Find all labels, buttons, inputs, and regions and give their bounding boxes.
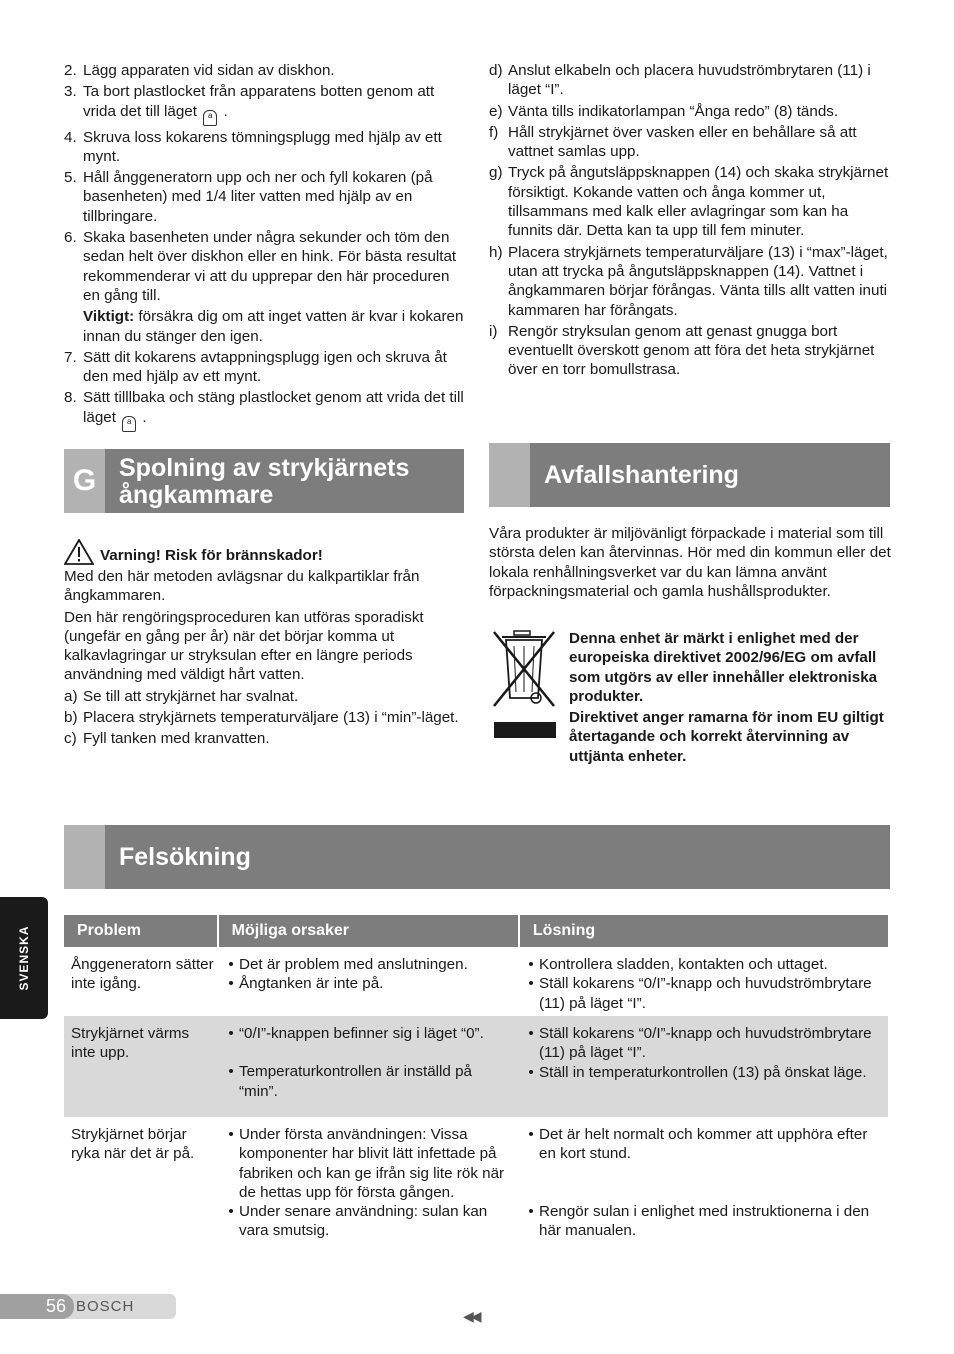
causes-cell: • Under första användningen: Vissa komponenter har blivit lätt infettade på fabriken och kan ge ifrån sig lite rök när de hettas upp för första gången. • Under senare användning: sulan kan vara smutsig. — [228, 1126, 505, 1240]
list-item: 8. Sätt tilllbaka och stäng plastlocket genom att vrida det till läget a . — [64, 388, 466, 431]
causes-cell: • “0/I”-knappen befinner sig i läget “0”. • Temperaturkontrollen är inställd på “min”. — [228, 1025, 484, 1100]
closed-lock-icon: a — [122, 416, 136, 432]
list-item: e) Vänta tills indikatorlampan “Ånga redo” (8) tänds. — [489, 102, 839, 120]
right-column — [489, 61, 891, 382]
section-letter: G — [64, 449, 105, 513]
important-note: Viktigt: försäkra dig om att inget vatten är kvar i kokaren innan du stänger den igen. — [83, 308, 464, 345]
table-row — [64, 1117, 888, 1249]
descaling-steps-2 — [64, 348, 466, 432]
solutions-cell: • Det är helt normalt och kommer att upphöra efter en kort stund. • Rengör sulan i enlighet med instruktionerna i den här manualen. — [528, 1126, 870, 1239]
g-steps-continued — [489, 61, 891, 380]
step-text: Sätt tilllbaka och stäng plastlocket genom att vrida det till läget — [83, 389, 464, 426]
list-item: 6. Skaka basenheten under några sekunder och töm den sedan helt över diskhon eller en hink. För bästa resultat rekommenderar vi att du upprepar den här proceduren en gång till. — [64, 229, 457, 304]
section-avfall-header — [489, 443, 890, 507]
list-item: c) Fyll tanken med kranvatten. — [64, 730, 270, 748]
problem-cell: Strykjärnet börjar ryka när det är på. — [71, 1126, 195, 1163]
table-header — [64, 915, 888, 947]
list-item: 5. Håll ånggeneratorn upp och ner och fyll kokaren (på basenheten) med 1/4 liter vatten med hjälp av en tillbringare. — [64, 169, 433, 225]
list-item: 7. Sätt dit kokarens avtappningsplugg igen och skruva åt den med hjälp av ett mynt. — [64, 348, 447, 386]
list-item: a) Se till att strykjärnet har svalnat. — [64, 687, 299, 705]
section-avfall-content — [489, 524, 891, 603]
section-tab — [489, 443, 530, 507]
column-header: Möjliga orsaker — [219, 915, 518, 947]
list-item: 4. Skruva loss kokarens tömningsplugg med hjälp av ett mynt. — [64, 128, 442, 165]
problem-cell: Ånggeneratorn sätter inte igång. — [71, 956, 214, 993]
list-item: f) Håll strykjärnet över vasken eller en behållare så att vattnet samlas upp. — [489, 123, 857, 161]
table-row — [64, 947, 888, 1016]
section-fel-header — [64, 825, 890, 889]
list-item: 2. Lägg apparaten vid sidan av diskhon. — [64, 62, 335, 79]
problem-cell: Strykjärnet värms inte upp. — [71, 1025, 190, 1062]
section-g-header — [64, 449, 464, 513]
troubleshooting-table — [64, 915, 888, 1249]
list-item: h) Placera strykjärnets temperaturväljare (13) i “max”-läget, utan att trycka på ångutsläppsknappen (14). Vattnet i ångkammaren börjar förångas. Vänta tills allt vatten inuti kammaren har förångats. — [489, 243, 888, 319]
language-tab: SVENSKA — [0, 897, 48, 1019]
brand: BOSCH — [76, 1298, 135, 1315]
causes-cell: • Det är problem med anslutningen. • Ångtanken är inte på. — [228, 956, 468, 993]
g-steps — [64, 687, 466, 749]
section-title: Avfallshantering — [544, 461, 739, 489]
footer — [0, 1294, 176, 1319]
paragraph: Våra produkter är miljövänligt förpackade i material som till största delen kan återvinnas. Hör med din kommun eller det lokala renhållningsverket var du kan lämna använt förpackningsmaterial och gamla hushållsprodukter. — [489, 525, 891, 600]
list-item: i) Rengör stryksulan genom att genast gnugga bort eventuellt överskott genom att föra det heta strykjärnet över en torr bomullstrasa. — [489, 322, 875, 379]
list-item: g) Tryck på ångutsläppsknappen (14) och skaka strykjärnet försiktigt. Kokande vatten och ånga kommer ut, tillsammans med kalk eller avlagringar som kan ha funnits där. Detta kan ta upp till fem minuter. — [489, 164, 889, 240]
descaling-steps — [64, 61, 466, 305]
list-item: b) Placera strykjärnets temperaturväljare (13) i “min”-läget. — [64, 709, 459, 727]
list-item: 3. Ta bort plastlocket från apparatens botten genom att vrida det till läget a . — [64, 82, 466, 125]
section-tab — [64, 825, 105, 889]
step-text: Ta bort plastlocket från apparatens botten genom att vrida det till läget — [83, 83, 435, 120]
back-nav-icon[interactable]: ◀◀ — [463, 1308, 479, 1324]
weee-notice: Denna enhet är märkt i enlighet med der europeiska direktivet 2002/96/EG om avfall som utgörs av eller innehåller elektroniska produkter. Direktivet anger ramarna för inom EU giltigt återtagande och korrekt återvinning av uttjänta enheter. — [569, 630, 884, 765]
paragraph: Den här rengöringsproceduren kan utföras sporadiskt (ungefär en gång per år) när det börjar komma ut kalkavlagringar ur stryksulan efter en längre periods användning med väldigt hårt vatten. — [64, 608, 424, 684]
weee-bin-icon — [490, 628, 560, 740]
column-header: Problem — [64, 915, 217, 947]
paragraph: Med den här metoden avlägsnar du kalkpartiklar från ångkammaren. — [64, 568, 420, 605]
page-number: 56 — [0, 1294, 74, 1319]
list-item: d) Anslut elkabeln och placera huvudströmbrytaren (11) i läget “I”. — [489, 62, 871, 99]
section-title: Felsökning — [119, 843, 251, 871]
column-header: Lösning — [520, 915, 888, 947]
warning-icon — [64, 539, 94, 565]
warning: Varning! Risk för brännskador! — [64, 539, 466, 565]
section-title: Spolning av strykjärnets ångkammare — [119, 454, 410, 509]
open-lock-icon: a — [203, 110, 217, 126]
table-row — [64, 1016, 888, 1117]
section-g-content — [64, 539, 466, 751]
left-column — [64, 61, 466, 434]
solutions-cell: • Ställ kokarens “0/I”-knapp och huvudströmbrytare (11) på läget “I”. • Ställ in temperaturkontrollen (13) på önskat läge. — [528, 1025, 872, 1081]
solutions-cell: • Kontrollera sladden, kontakten och uttaget. • Ställ kokarens “0/I”-knapp och huvudströmbrytare (11) på läget “I”. — [528, 956, 872, 1012]
